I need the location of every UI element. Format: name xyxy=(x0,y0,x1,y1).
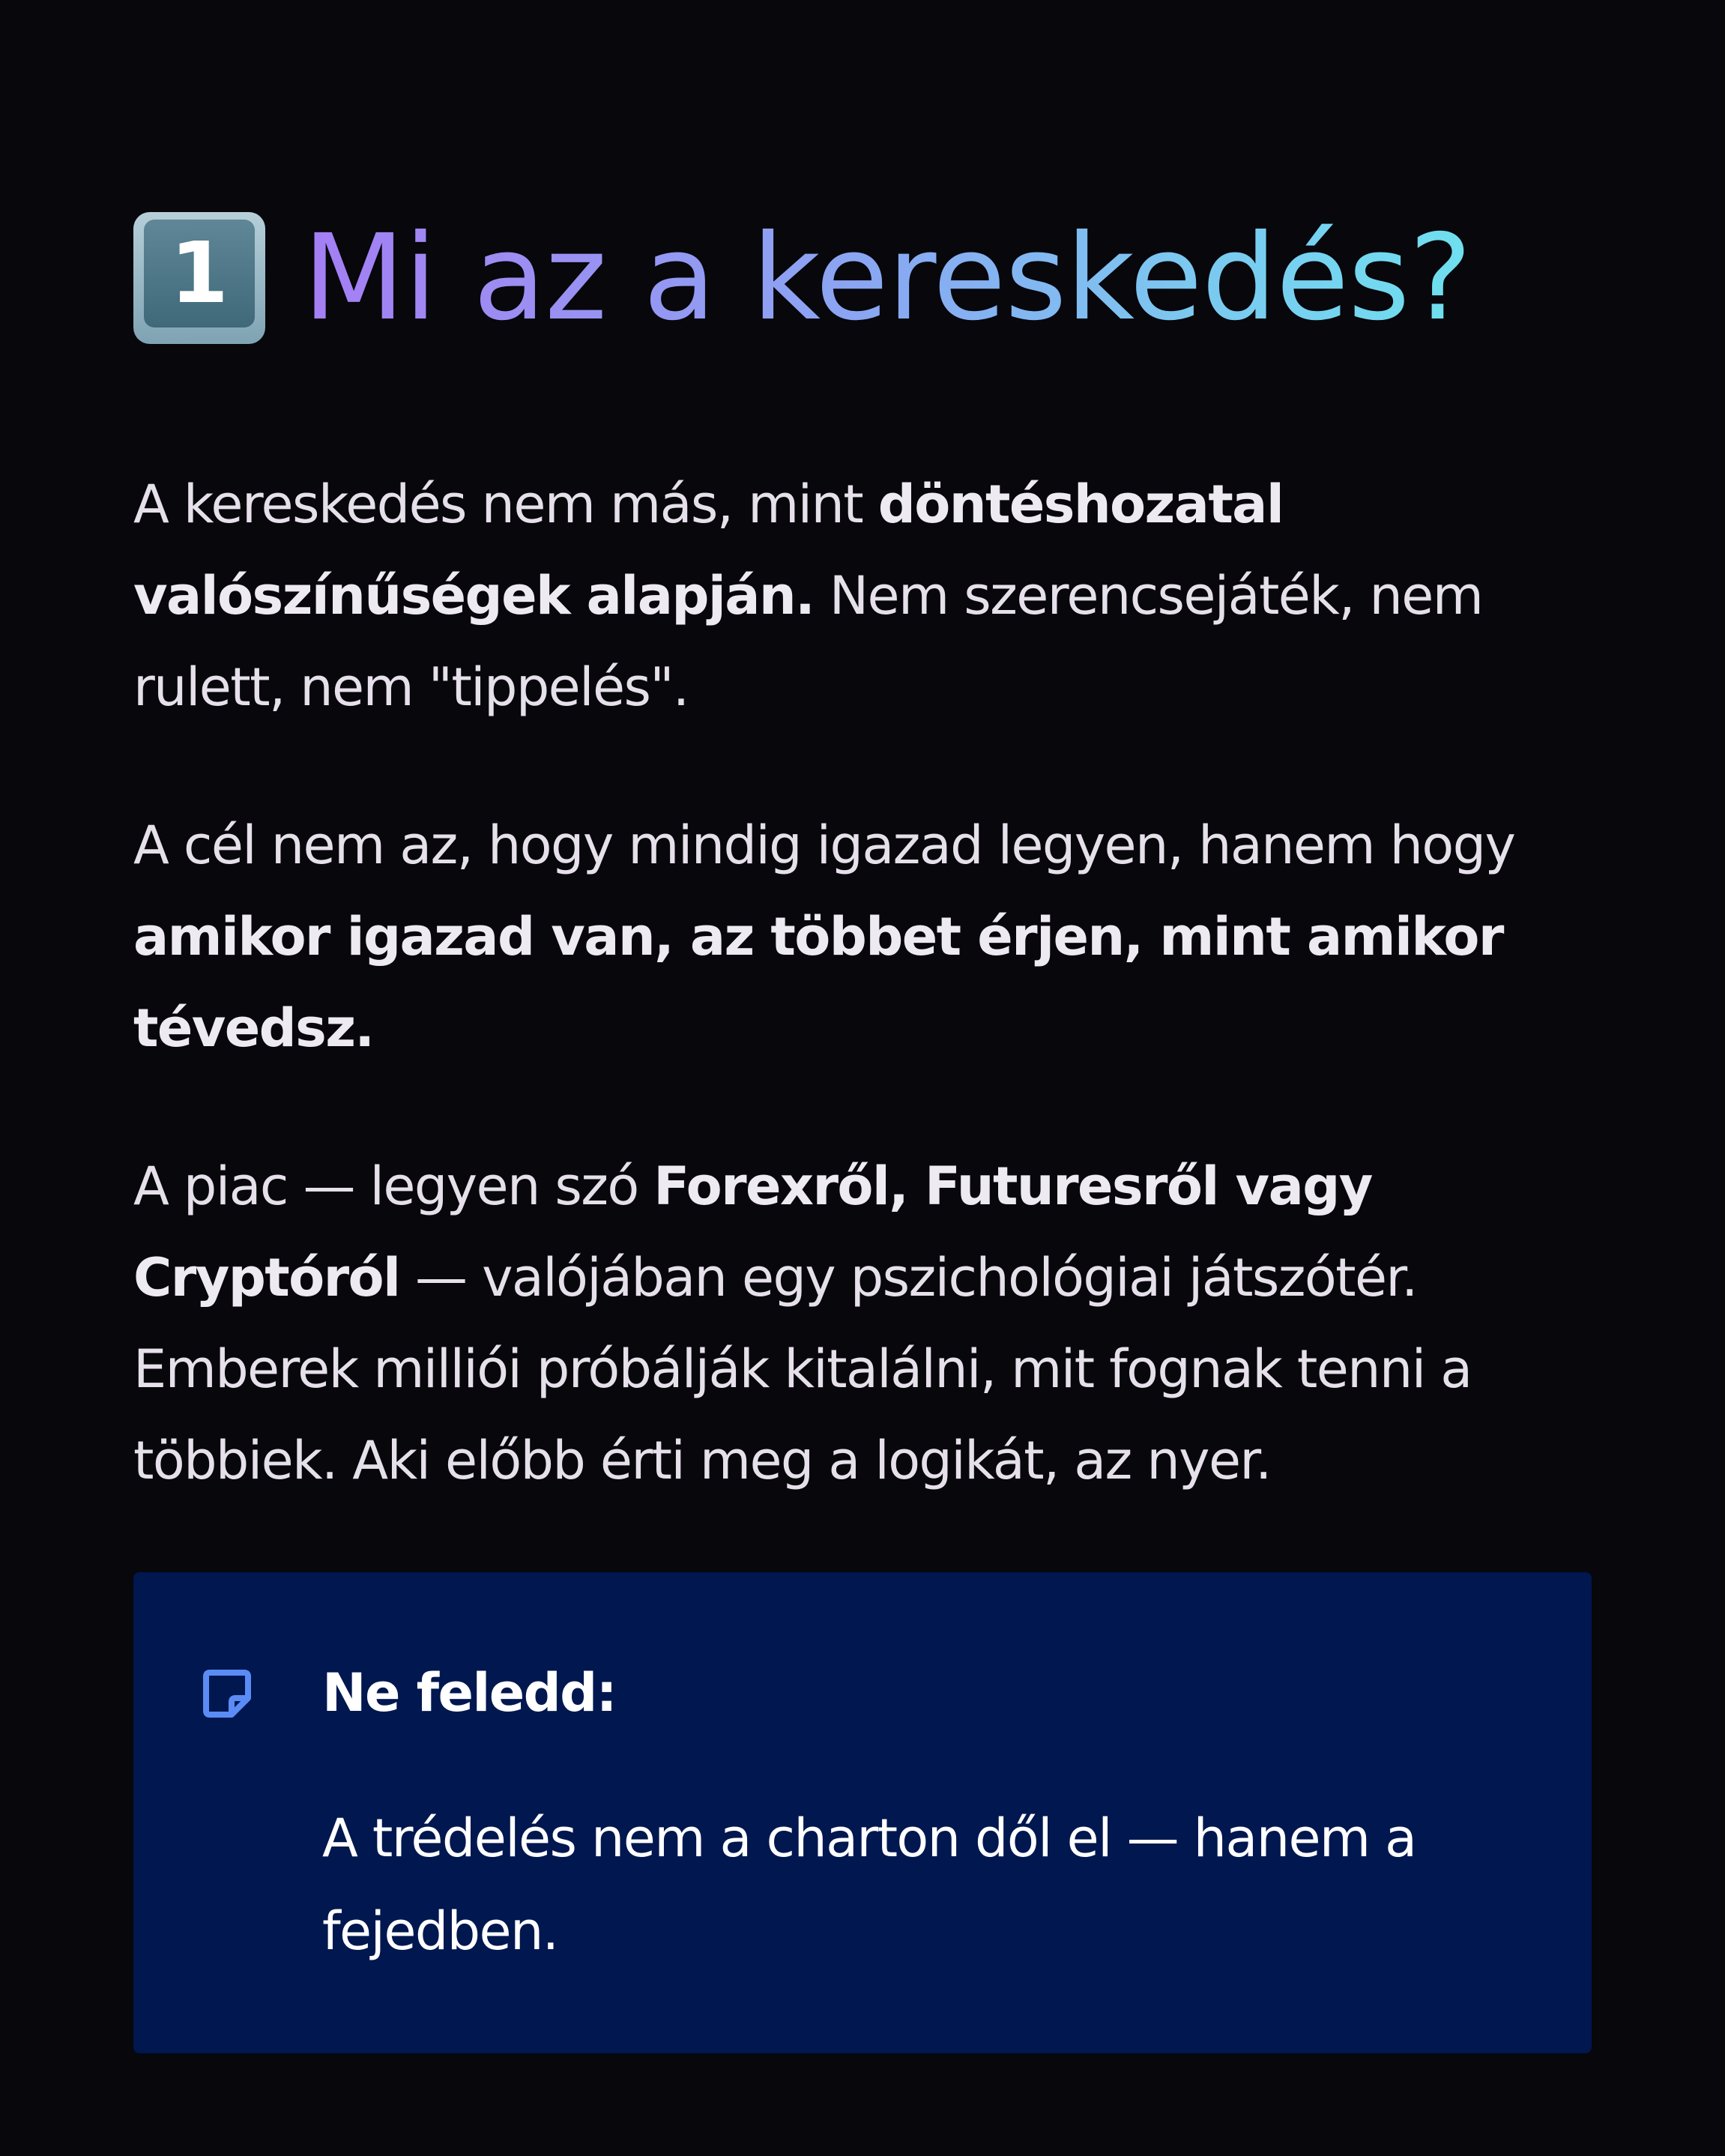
paragraph-text: — valójában egy pszichológiai játszótér. Emberek milliói próbálják kitalálni, mit fognak tenni a többiek. Aki előbb érti meg a logikát, az nyer. xyxy=(133,1247,1472,1491)
keycap-number-icon xyxy=(133,212,265,344)
note-body: A trédelés nem a charton dől el — hanem a fejedben. xyxy=(322,1808,1416,1962)
paragraph-definition xyxy=(133,459,1592,733)
keycap-number: 1 xyxy=(144,220,255,327)
heading-title: Mi az a kereskedés? xyxy=(303,208,1472,347)
paragraph-text: A kereskedés nem más, mint xyxy=(133,474,878,535)
paragraph-market xyxy=(133,1141,1592,1506)
paragraph-emphasis: döntéshozatal valószínűségek alapján. xyxy=(133,474,1284,626)
paragraph-goal xyxy=(133,800,1592,1074)
paragraph-emphasis: amikor igazad van, az többet érjen, mint amikor tévedsz. xyxy=(133,906,1503,1059)
paragraph-text: A piac — legyen szó xyxy=(133,1156,654,1217)
sticky-note-icon xyxy=(202,1668,252,1719)
section-heading xyxy=(133,203,1471,353)
paragraph-text: A cél nem az, hogy mindig igazad legyen, hanem hogy xyxy=(133,815,1515,876)
note-title: Ne feledd: xyxy=(322,1662,617,1724)
paragraph-emphasis: Forexről, Futuresről vagy Cryptóról xyxy=(133,1156,1372,1308)
note-callout xyxy=(133,1572,1592,2053)
paragraph-text: Nem szerencsejáték, nem rulett, nem "tippelés". xyxy=(133,565,1483,718)
